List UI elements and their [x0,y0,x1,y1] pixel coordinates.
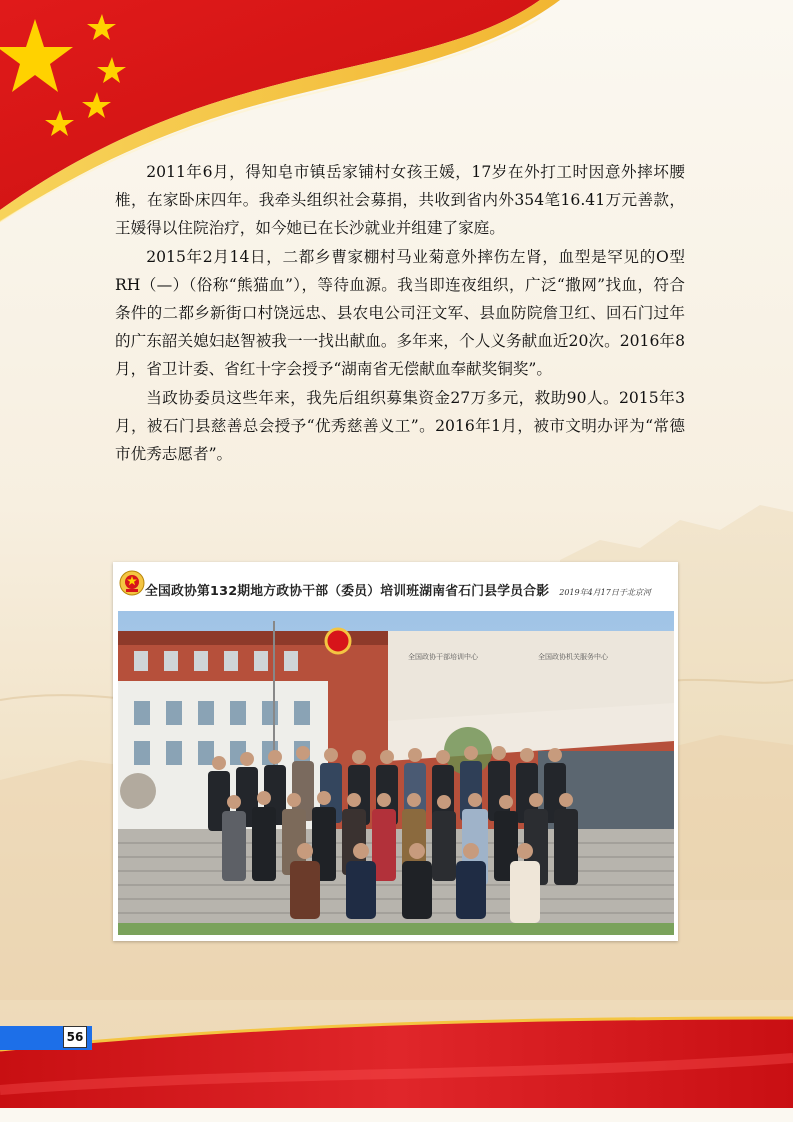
paragraph-2: 2015年2月14日，二都乡曹家棚村马业菊意外摔伤左肾，血型是罕见的O型RH（—）（俗称“熊猫血”），等待血源。我当即连夜组织，广泛“撒网”找血，符合条件的二都乡新街口村饶远忠、县农电公司汪文军、县血防院詹卫红、回石门过年的广东韶关媳妇赵智被我一一找出献血。多年来，个人义务献血近20次。2016年8月，省卫计委、省红十字会授予“湖南省无偿献血奉献奖铜奖”。 [115,247,685,379]
group-photo [118,611,674,935]
caption-date: 2019年4月17日于北京河 [559,588,651,597]
sign-line-1: 全国政协干部培训中心 [408,653,478,661]
cppcc-emblem-icon [119,570,145,596]
group-photo-frame [113,562,678,941]
page-number: 56 [63,1026,87,1048]
paragraph-1: 2011年6月，得知皂市镇岳家铺村女孩王媛，17岁在外打工时因意外摔坏腰椎，在家卧床四年。我牵头组织社会募捐，共收到省内外354笔16.41万元善款，王媛得以住院治疗，如今她已在长沙就业并组建了家庭。 [115,163,685,238]
article-body [115,158,685,468]
sign-line-2: 全国政协机关服务中心 [538,653,608,661]
paragraph-3: 当政协委员这些年来，我先后组织募集资金27万多元，救助90人。2015年3月，被石门县慈善总会授予“优秀慈善义工”。2016年1月，被市文明办评为“常德市优秀志愿者”。 [115,388,685,464]
photo-caption [145,580,675,599]
caption-text: 全国政协第132期地方政协干部（委员）培训班湖南省石门县学员合影 [145,584,550,599]
